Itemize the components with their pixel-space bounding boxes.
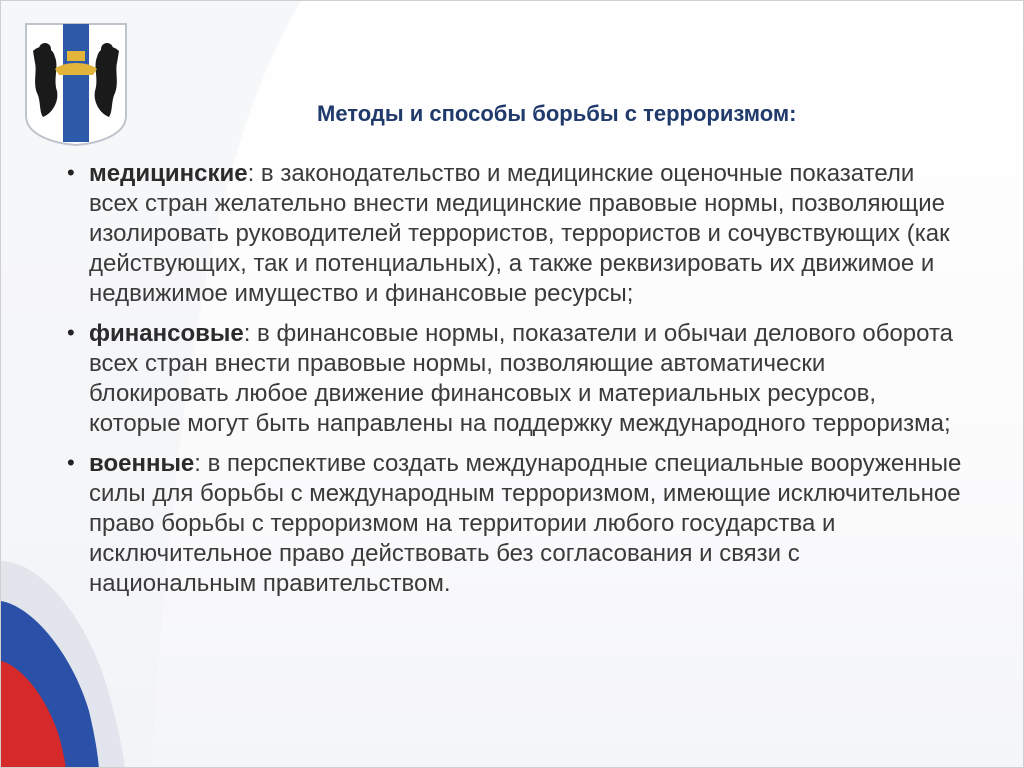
bullet-text: : в финансовые нормы, показатели и обычаи делового оборота всех стран внести правовые нормы, позволяющие автоматически блокировать любое движение финансовых и материальных ресурсов, которые могут быть направлены на поддержку международного терроризма; (89, 320, 954, 437)
bullet-text: : в перспективе создать международные специальные вооруженные силы для борьбы с международным терроризмом, имеющие исключительное право борьбы с терроризмом на территории любого государства и исключительное право действовать без согласования и связи с национальным правительством. (89, 450, 962, 597)
bullet-text: : в законодательство и медицинские оценочные показатели всех стран желательно внести медицинские правовые нормы, позволяющие изолировать руководителей террористов, террористов и сочувствующих (как действующих, так и потенциальных), а также реквизировать их движимое и недвижимое имущество и финансовые ресурсы; (89, 160, 950, 307)
bullet-item-military (63, 449, 963, 599)
bullet-dot: • (67, 320, 75, 345)
bullet-item-financial (63, 319, 963, 439)
bullet-term: военные (89, 450, 195, 477)
bullet-list (63, 159, 963, 609)
bullet-dot: • (67, 450, 75, 475)
bullet-term: медицинские (89, 160, 248, 187)
bullet-item-medical (63, 159, 963, 309)
bullet-dot: • (67, 160, 75, 185)
bullet-term: финансовые (89, 320, 244, 347)
slide-title: Методы и способы борьбы с терроризмом: (317, 101, 797, 126)
coat-of-arms-emblem (23, 21, 129, 147)
